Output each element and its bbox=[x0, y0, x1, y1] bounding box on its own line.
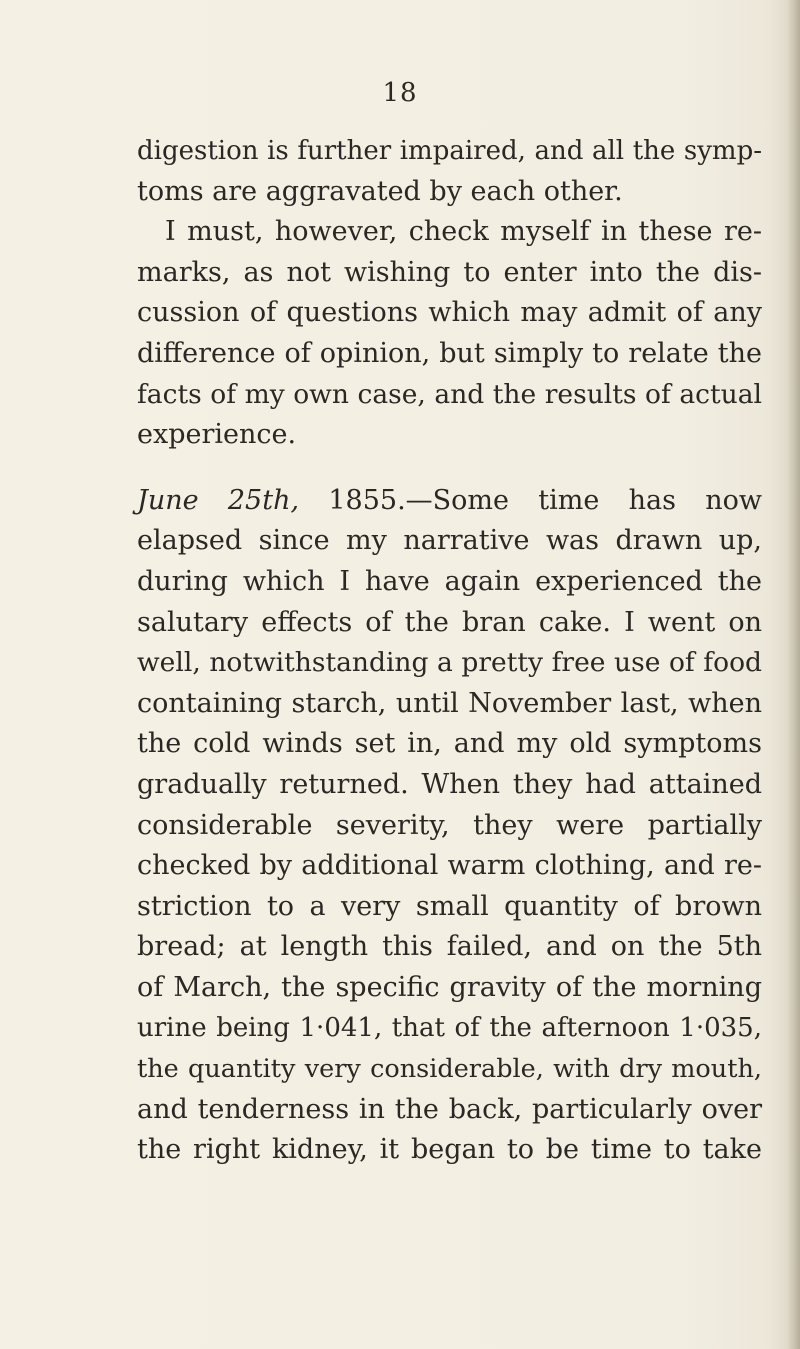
text-line: marks, as not wishing to enter into the dis- bbox=[137, 256, 762, 288]
body-text bbox=[137, 131, 762, 1171]
page-edge-shadow bbox=[786, 0, 800, 1349]
text-line: cussion of questions which may admit of any bbox=[137, 297, 762, 329]
text-line: well, notwithstanding a pretty free use of food bbox=[137, 647, 762, 679]
text-line: digestion is further impaired, and all the symp- bbox=[137, 136, 762, 166]
text-line: during which I have again experienced the bbox=[137, 565, 762, 597]
text-line: considerable severity, they were partially bbox=[137, 809, 762, 841]
paragraph-gap bbox=[137, 456, 762, 481]
text-line: experience. bbox=[137, 419, 297, 451]
text-line: urine being 1·041, that of the afternoon 1·035, bbox=[137, 1013, 762, 1044]
text-line: checked by additional warm clothing, and re- bbox=[137, 850, 762, 882]
text-line: striction to a very small quantity of brown bbox=[137, 890, 762, 922]
page-number: 18 bbox=[382, 78, 418, 108]
text-line: salutary effects of the bran cake. I went on bbox=[137, 606, 762, 638]
text-line: difference of opinion, but simply to relate the bbox=[137, 337, 762, 369]
text-line: containing starch, until November last, when bbox=[137, 687, 762, 719]
entry-date-rest: 1855.—Some time has now bbox=[299, 484, 763, 516]
text-line: elapsed since my narrative was drawn up, bbox=[137, 525, 762, 557]
text-line: the right kidney, it began to be time to take bbox=[137, 1134, 762, 1166]
text-line: facts of my own case, and the results of actual bbox=[137, 378, 762, 410]
text-line: of March, the specific gravity of the morning bbox=[137, 971, 762, 1003]
text-line: the quantity very considerable, with dry mouth, bbox=[137, 1054, 762, 1085]
dated-entry-line bbox=[137, 481, 762, 522]
text-line: the cold winds set in, and my old symptoms bbox=[137, 728, 762, 760]
text-line: and tenderness in the back, particularly over bbox=[137, 1093, 762, 1125]
text-line: I must, however, check myself in these re- bbox=[165, 216, 762, 248]
entry-date: June 25th, bbox=[137, 484, 300, 516]
text-line: gradually returned. When they had attained bbox=[137, 768, 762, 800]
text-line: bread; at length this failed, and on the 5th bbox=[137, 931, 762, 963]
text-line: toms are aggravated by each other. bbox=[137, 175, 623, 207]
